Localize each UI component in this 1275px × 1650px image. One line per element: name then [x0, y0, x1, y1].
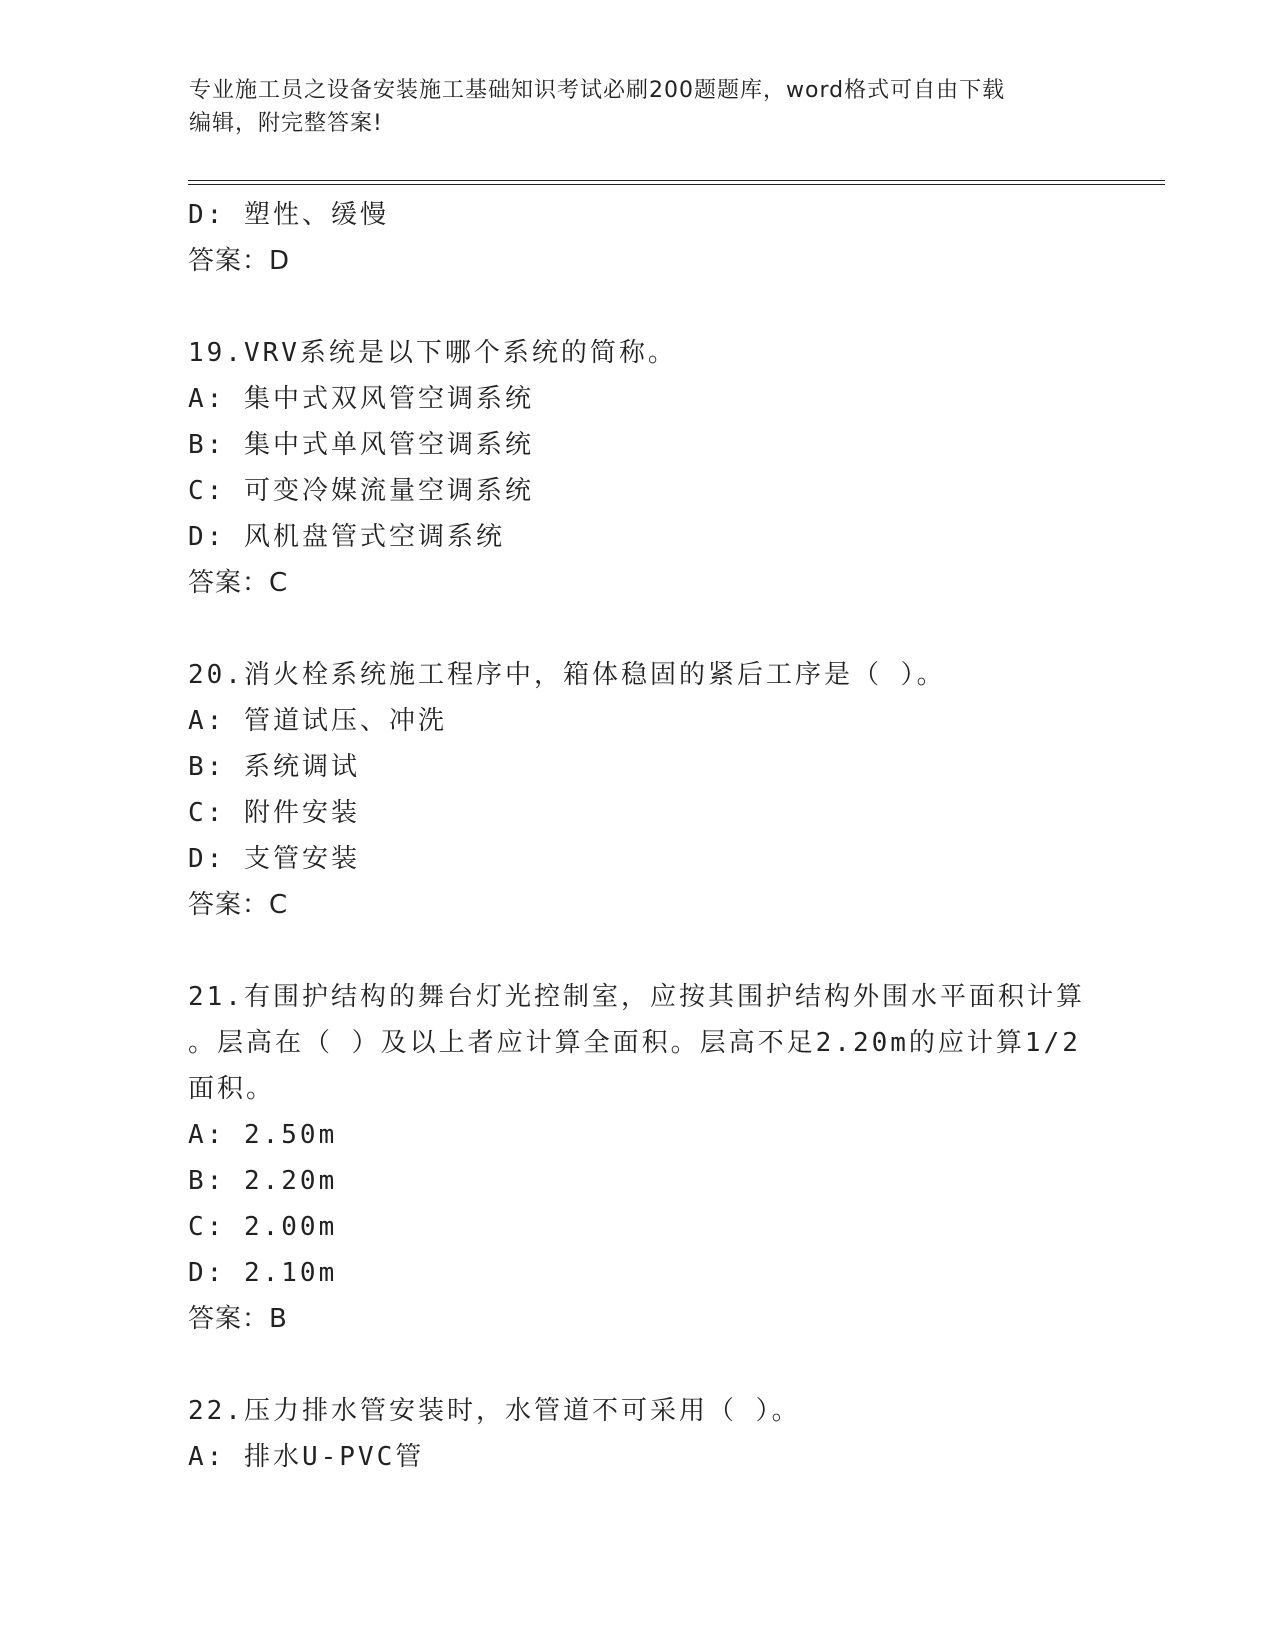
- answer-line: 答案：B: [188, 1304, 288, 1334]
- option-a: A: 管道试压、冲洗: [188, 706, 447, 736]
- question-gap: [188, 606, 1088, 652]
- option-a: A: 2.50m: [188, 1120, 338, 1150]
- header-line-1: 专业施工员之设备安装施工基础知识考试必刷200题题库，word格式可自由下载: [189, 78, 1006, 103]
- question-stem: 22.压力排水管安装时，水管道不可采用（ ）。: [188, 1396, 801, 1426]
- question-gap: [188, 928, 1088, 974]
- question-list: [188, 192, 1088, 1480]
- question-gap: [188, 284, 1088, 330]
- question-stem-line-2: 。层高在（ ）及以上者应计算全面积。层高不足2.20m的应计算1/2: [188, 1028, 1081, 1058]
- answer-line: 答案：C: [188, 890, 289, 920]
- option-c: C: 附件安装: [188, 798, 360, 828]
- option-d: D: 2.10m: [188, 1258, 338, 1288]
- question-19: [188, 330, 1088, 606]
- answer-line: 答案：C: [188, 568, 289, 598]
- question-stem: 20.消火栓系统施工程序中，箱体稳固的紧后工序是（ ）。: [188, 660, 946, 690]
- option-b: B: 2.20m: [188, 1166, 338, 1196]
- document-header: [189, 74, 1089, 140]
- question-22: [188, 1388, 1088, 1480]
- header-line-2: 编辑，附完整答案!: [189, 111, 383, 136]
- question-stem-line-1: 21.有围护结构的舞台灯光控制室，应按其围护结构外围水平面积计算: [188, 982, 1085, 1012]
- question-21: [188, 974, 1088, 1342]
- option-d: D: 风机盘管式空调系统: [188, 522, 505, 552]
- option-b: B: 集中式单风管空调系统: [188, 430, 534, 460]
- option-a: A: 排水U-PVC管: [188, 1442, 425, 1472]
- option-d: D: 支管安装: [188, 844, 360, 874]
- header-divider-bottom: [188, 184, 1165, 185]
- option-c: C: 可变冷媒流量空调系统: [188, 476, 534, 506]
- question-stem: 19.VRV系统是以下哪个系统的简称。: [188, 338, 677, 368]
- header-divider-top: [188, 180, 1165, 181]
- option-c: C: 2.00m: [188, 1212, 338, 1242]
- answer-line: 答案：D: [188, 246, 291, 276]
- question-20: [188, 652, 1088, 928]
- question-stem-line-3: 面积。: [188, 1074, 276, 1104]
- question-gap: [188, 1342, 1088, 1388]
- option-a: A: 集中式双风管空调系统: [188, 384, 534, 414]
- option-b: B: 系统调试: [188, 752, 360, 782]
- previous-question-tail: [188, 192, 1088, 284]
- option-d: D: 塑性、缓慢: [188, 200, 389, 230]
